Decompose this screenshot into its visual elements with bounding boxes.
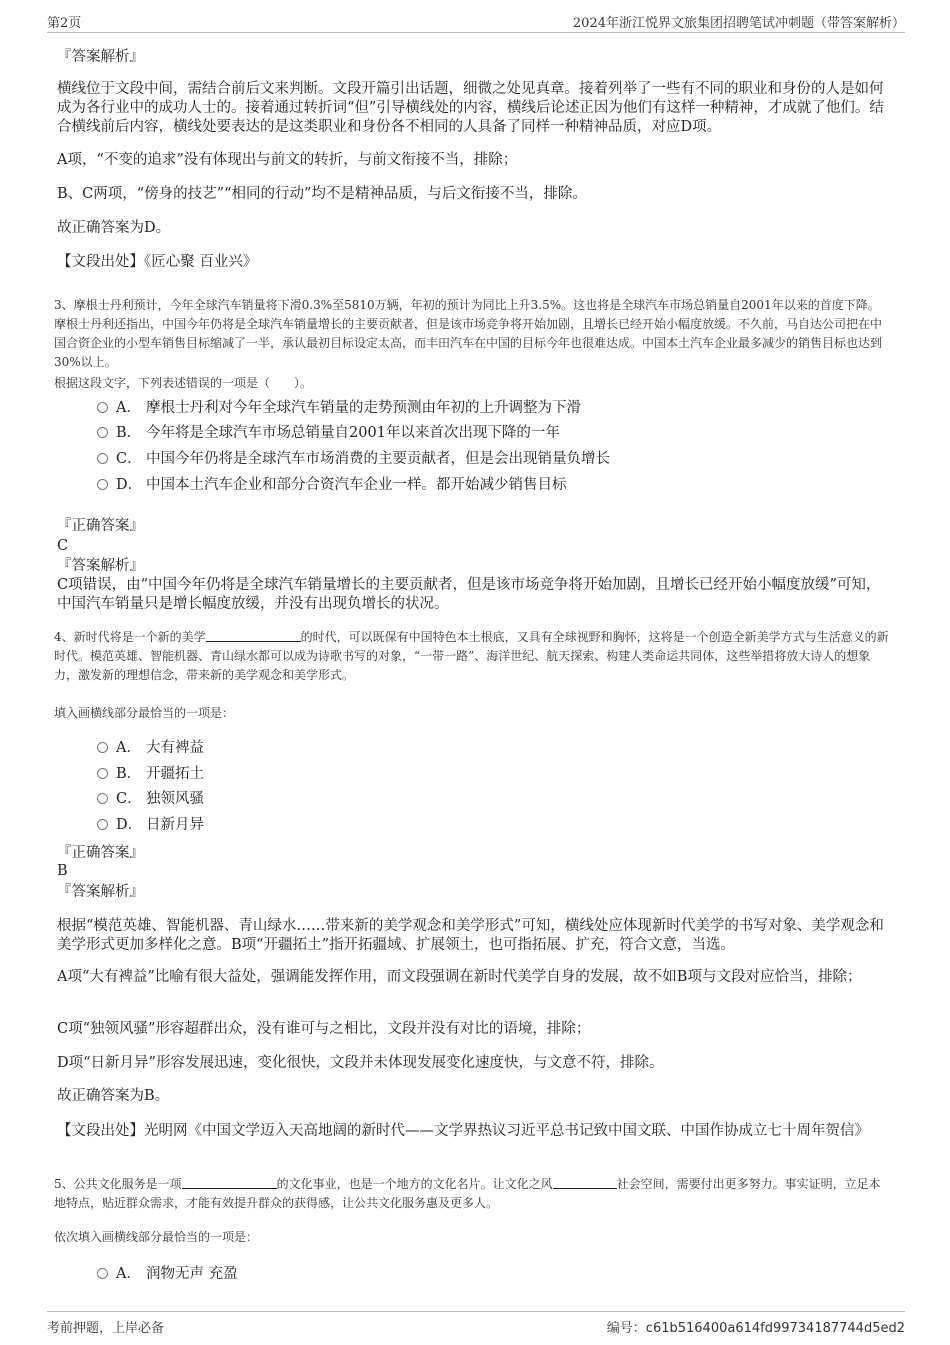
q5-question: 依次填入画横线部分最恰当的一项是： xyxy=(54,1230,259,1244)
q4-option-d[interactable]: D． 日新月异 xyxy=(97,816,204,835)
q5-option-a[interactable]: A． 润物无声 充盈 xyxy=(97,1265,238,1284)
q4-option-a[interactable]: A． 大有裨益 xyxy=(97,739,204,758)
q3-stem: 3、摩根士丹利预计，今年全球汽车销量将下滑0.3%至5810万辆，年初的预计为同比上升3.5%。这也将是全球汽车市场总销量自2001年以来的首度下降。摩根士丹利还指出，中国今年仍将是全球汽车销量增长的主要贡献者，但是该市场竞争将开始加剧，且增长已经开始小幅度放缓。不久前，马自达公司把在中国合资企业的小型车销售目标缩减了一半，承认最初目标设定太高，而丰田汽车在中国的目标今年也很难达成。中国本土汽车企业最多减少的销售目标也达到30%以上。 xyxy=(54,298,883,369)
q4-conclusion: 故正确答案为B。 xyxy=(57,1088,170,1104)
q2-analysis-label: 『答案解析』 xyxy=(57,49,144,65)
q2-analysis: 横线位于文段中间，需结合前后文来判断。文段开篇引出话题，细微之处见真章。接着列举了一些有不同的职业和身份的人是如何成为各行业中的成功人士的。接着通过转折词“但”引导横线处的内容，横线后论述正因为他们有这样一种精神，才成就了他们。结合横线前后内容，横线处要表达的是这类职业和身份各不相同的人具备了同样一种精神品质，对应D项。 xyxy=(57,81,884,135)
q4-analysis-label: 『答案解析』 xyxy=(57,884,144,900)
q3-answer: C xyxy=(57,538,69,554)
q4-option-a-note: A项“大有裨益”比喻有很大益处，强调能发挥作用，而文段强调在新时代美学自身的发展，故不如B项与文段对应恰当，排除； xyxy=(57,969,862,985)
page-footer xyxy=(47,1311,905,1338)
q2-source: 【文段出处】《匠心聚 百业兴》 xyxy=(57,254,258,270)
q3-option-c[interactable]: C． 中国今年仍将是全球汽车市场消费的主要贡献者，但是会出现销量负增长 xyxy=(97,450,610,469)
q2-conclusion: 故正确答案为D。 xyxy=(57,220,171,236)
q2-option-a-note: A项，“不变的追求”没有体现出与前文的转折，与前文衔接不当，排除； xyxy=(57,152,518,168)
radio-icon[interactable] xyxy=(97,453,108,464)
q3-option-d[interactable]: D． 中国本土汽车企业和部分合资汽车企业一样。都开始减少销售目标 xyxy=(97,476,567,495)
q4-analysis: 根据“模范英雄、智能机器、青山绿水……带来新的美学观念和美学形式”可知，横线处应体现新时代美学的书写对象、美学观念和美学形式更加多样化之意。B项“开疆拓土”指开拓疆域、扩展领土，也可指拓展、扩充，符合文意，当选。 xyxy=(57,918,884,953)
q3-question: 根据这段文字，下列表述错误的一项是（ ）。 xyxy=(54,376,313,390)
q5-stem: 5、公共文化服务是一项 的文化事业，也是一个地方的文化名片。让文化之风 社会空间，需要付出更多努力。事实证明，立足本地特点，贴近群众需求，才能有效提升群众的获得感，让公共文化服务惠及更多人。 xyxy=(54,1177,881,1210)
q4-option-b[interactable]: B． 开疆拓土 xyxy=(97,765,204,784)
q4-blank xyxy=(206,629,301,642)
q5-blank-1 xyxy=(182,1176,277,1189)
q3-analysis: C项错误，由“中国今年仍将是全球汽车销量增长的主要贡献者，但是该市场竞争将开始加剧，且增长已经开始小幅度放缓”可知，中国汽车销量只是增长幅度放缓，并没有出现负增长的状况。 xyxy=(57,577,881,612)
q4-answer: B xyxy=(57,863,68,879)
radio-icon[interactable] xyxy=(97,742,108,753)
q4-option-c[interactable]: C． 独领风骚 xyxy=(97,790,204,809)
radio-icon[interactable] xyxy=(97,427,108,438)
q3-option-b[interactable]: B． 今年将是全球汽车市场总销量自2001年以来首次出现下降的一年 xyxy=(97,424,560,443)
q2-option-bc-note: B、C两项，“傍身的技艺”“相同的行动”均不是精神品质，与后文衔接不当，排除。 xyxy=(57,186,587,202)
q4-answer-label: 『正确答案』 xyxy=(57,845,144,861)
document-code: 编号：c61b516400a614fd99734187744d5ed2 xyxy=(606,1321,905,1336)
page-header xyxy=(47,8,905,33)
radio-icon[interactable] xyxy=(97,479,108,490)
footer-slogan: 考前押题，上岸必备 xyxy=(47,1321,165,1336)
radio-icon[interactable] xyxy=(97,793,108,804)
q3-answer-label: 『正确答案』 xyxy=(57,518,144,534)
radio-icon[interactable] xyxy=(97,402,108,413)
q3-analysis-label: 『答案解析』 xyxy=(57,558,144,574)
radio-icon[interactable] xyxy=(97,1268,108,1279)
q5-blank-2 xyxy=(553,1176,617,1189)
q4-question: 填入画横线部分最恰当的一项是： xyxy=(54,706,235,720)
page-number: 第2页 xyxy=(47,16,82,31)
document-title: 2024年浙江悦界文旅集团招聘笔试冲刺题（带答案解析） xyxy=(572,16,905,31)
q4-source: 【文段出处】光明网《中国文学迈入天高地阔的新时代——文学界热议习近平总书记致中国文联、中国作协成立七十周年贺信》 xyxy=(57,1123,869,1139)
radio-icon[interactable] xyxy=(97,819,108,830)
q4-stem: 4、新时代将是一个新的美学 的时代，可以既保有中国特色本土根底，又具有全球视野和胸怀，这将是一个创造全新美学方式与生活意义的新时代。模范英雄、智能机器、青山绿水都可以成为诗歌书写的对象，“一带一路”、海洋世纪、航天探索、构建人类命运共同体，这些举措将放大诗人的想象力，激发新的理想信念，带来新的美学观念和美学形式。 xyxy=(54,630,889,682)
radio-icon[interactable] xyxy=(97,768,108,779)
q3-option-a[interactable]: A． 摩根士丹利对今年全球汽车销量的走势预测由年初的上升调整为下滑 xyxy=(97,399,581,418)
q4-option-d-note: D项“日新月异”形容发展迅速，变化很快，文段并未体现发展变化速度快，与文意不符，排除。 xyxy=(57,1055,664,1071)
q4-option-c-note: C项“独领风骚”形容超群出众，没有谁可与之相比，文段并没有对比的语境，排除； xyxy=(57,1021,591,1037)
